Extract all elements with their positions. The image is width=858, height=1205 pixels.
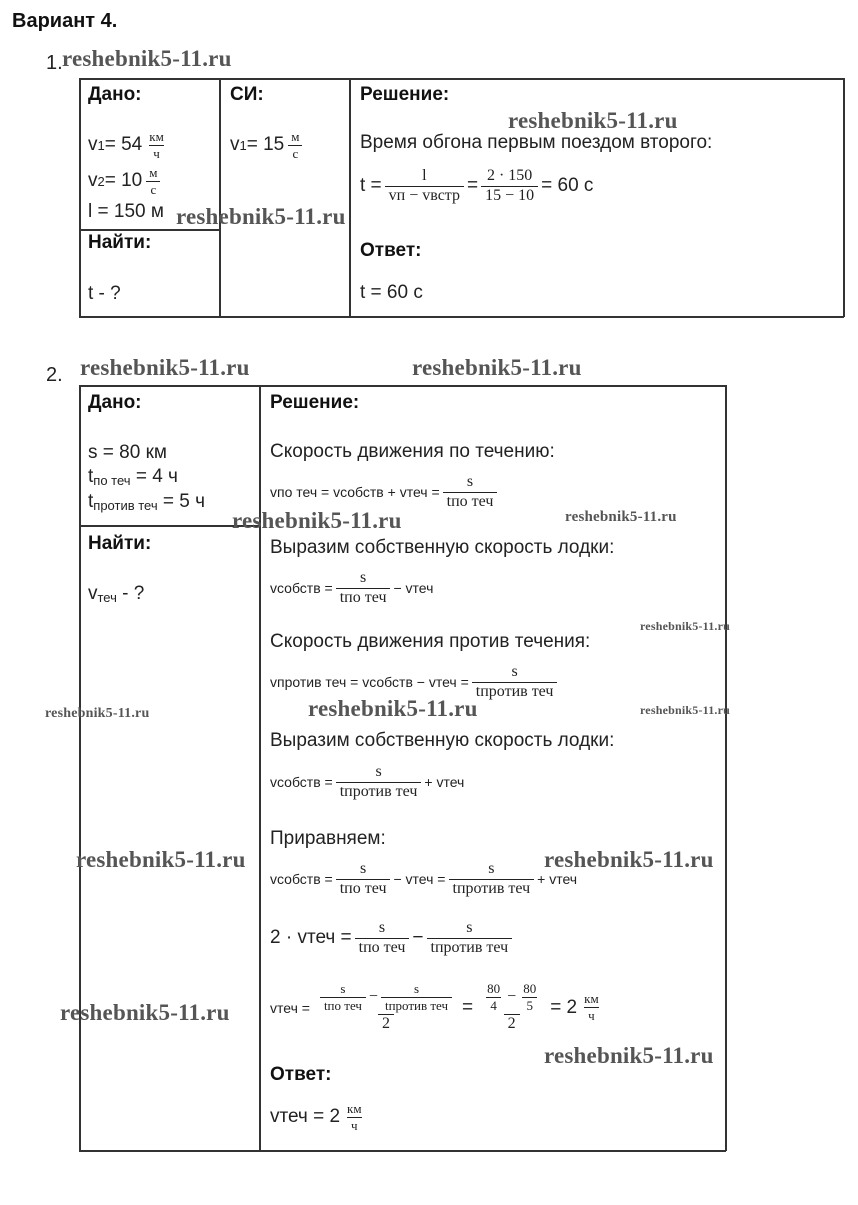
p1-solution-text: Время обгона первым поездом второго: (360, 132, 713, 153)
p2-eq-1: vпо теч = vсобств + vтеч = $\frac{s}{\text{tпо теч}}$ (270, 474, 500, 511)
p2-eq-6: 2 · vтеч = $\frac{s}{\text{tпо теч}}$ − $\frac{s}{\text{tпротив теч}}$ (270, 920, 515, 957)
p2-given-t1: $t_{по теч} = 4$ ч (88, 466, 178, 488)
p1-given-header: Дано: (88, 84, 142, 105)
p1-answer-header: Ответ: (360, 240, 422, 261)
watermark: reshebnik5-11.ru (76, 847, 246, 872)
p2-text-2: Выразим собственную скорость лодки: (270, 537, 615, 558)
p1-given-v1: v 1 = 54 $\frac{км}{ч}$ (88, 129, 164, 161)
problem-1-number: 1. (46, 52, 63, 74)
p1-solution-header: Решение: (360, 84, 450, 105)
p2-answer-header: Ответ: (270, 1064, 332, 1085)
watermark: reshebnik5-11.ru (640, 703, 730, 717)
p1-si-v1: v 1 = 15 $\frac{м}{с}$ (230, 130, 306, 160)
p2-text-1: Скорость движения по течению: (270, 441, 555, 462)
watermark: reshebnik5-11.ru (508, 108, 678, 133)
p1-given-v2: v 2 = 10 $\frac{м}{с}$ (88, 166, 164, 196)
p2-given-header: Дано: (88, 392, 142, 413)
p1-given-l: l = 150 м (88, 201, 164, 222)
p2-solution-header: Решение: (270, 392, 360, 413)
p2-find-header: Найти: (88, 533, 152, 554)
p2-eq-5: vсобств = $\frac{s}{\text{tпо теч}}$ − vтеч = $\frac{s}{\text{tпротив теч}}$ + vтеч (270, 860, 578, 897)
watermark: reshebnik5-11.ru (176, 204, 346, 229)
page-title: Вариант 4. (12, 10, 118, 32)
watermark: reshebnik5-11.ru (640, 619, 730, 633)
watermark: reshebnik5-11.ru (544, 847, 714, 872)
watermark: reshebnik5-11.ru (232, 508, 402, 533)
p2-eq-4: vсобств = $\frac{s}{\text{tпротив теч}}$ + vтеч (270, 763, 465, 800)
p1-solution-formula: t = $\frac{l}{\text{vп − vвстр}}$ = $\frac{2 \cdot 150}{15 - 10}$ = 60 с (360, 167, 594, 204)
watermark: reshebnik5-11.ru (412, 355, 582, 380)
watermark: reshebnik5-11.ru (60, 1000, 230, 1025)
watermark: reshebnik5-11.ru (45, 706, 150, 721)
problem-2-number: 2. (46, 364, 63, 386)
watermark: reshebnik5-11.ru (544, 1043, 714, 1068)
watermark: reshebnik5-11.ru (308, 696, 478, 721)
p2-eq-2: vсобств = $\frac{s}{\text{tпо теч}}$ − vтеч (270, 569, 434, 606)
p2-given-t2: $t_{против теч} = 5$ ч (88, 491, 206, 513)
p2-text-3: Скорость движения против течения: (270, 631, 591, 652)
p1-answer-value: t = 60 с (360, 282, 423, 303)
p1-find-header: Найти: (88, 232, 152, 253)
p1-si-header: СИ: (230, 84, 264, 105)
watermark: reshebnik5-11.ru (62, 46, 232, 71)
watermark: reshebnik5-11.ru (80, 355, 250, 380)
p2-text-4: Выразим собственную скорость лодки: (270, 730, 615, 751)
p2-eq-3: vпротив теч = vсобств − vтеч = $\frac{s}{\text{tпротив теч}}$ (270, 664, 560, 701)
watermark: reshebnik5-11.ru (565, 509, 677, 525)
p2-text-5: Приравняем: (270, 828, 386, 849)
p2-eq-7: vтеч = $\frac{s}{\text{tпо теч}}$ − $\frac{s}{\text{tпротив теч}}$ 2 = $\frac{80}{4}$ − $\frac{80}{5}$ 2 = 2 $\frac{км}{ч}$ (270, 981, 599, 1033)
p1-find-value: t - ? (88, 283, 121, 304)
p2-find-value: $v_{теч}$ - ? (88, 583, 145, 605)
p2-answer-value: vтеч = 2 $\frac{км}{ч}$ (270, 1101, 362, 1133)
p2-given-s: s = 80 км (88, 442, 167, 463)
